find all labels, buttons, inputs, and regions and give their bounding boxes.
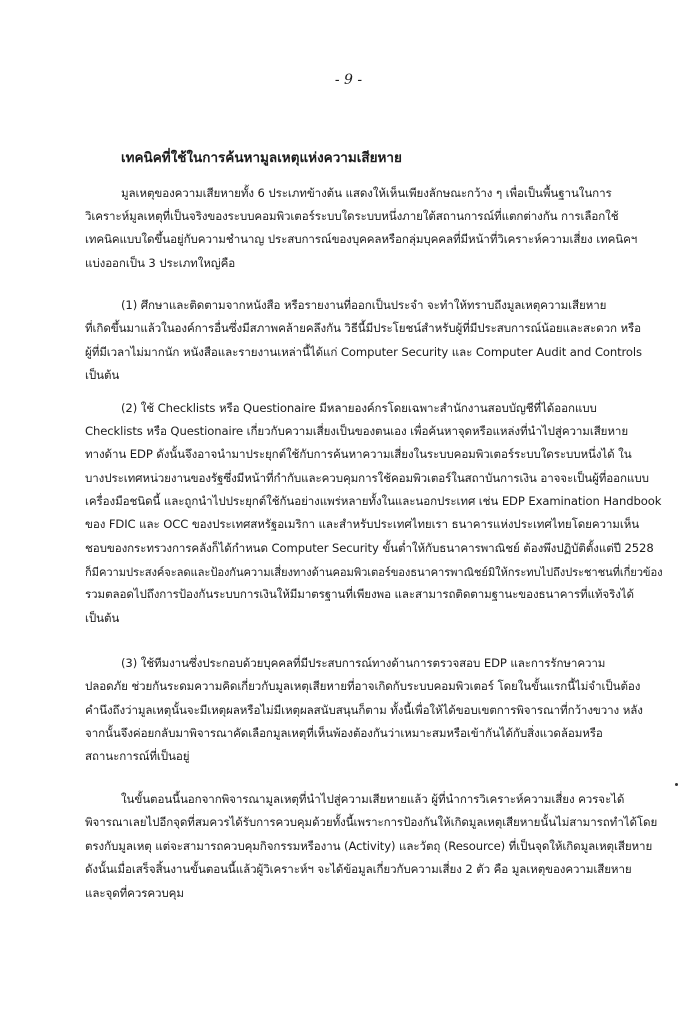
item3-line: สถานะการณ์ที่เป็นอยู่ [85, 749, 190, 763]
intro-line: แบ่งออกเป็น 3 ประเภทใหญ่คือ [85, 256, 236, 270]
item2-line: บางประเทศหน่วยงานของรัฐซึ่งมีหน้าที่กำกับและควบคุมการใช้คอมพิวเตอร์ในสถาบันการเงิน อาจจะเป็นผู้ที่ออกแบบ [85, 471, 649, 485]
intro-line: มูลเหตุของความเสียหายทั้ง 6 ประเภทข้างต้น แสดงให้เห็นเพียงลักษณะกว้าง ๆ เพื่อเป็นพื้นฐานในการ [121, 186, 612, 200]
scan-dot-mark [675, 783, 678, 786]
closing-line: และจุดที่ควรควบคุม [85, 886, 184, 900]
item3-line: คำนึงถึงว่ามูลเหตุนั้นจะมีเหตุผลหรือไม่มีเหตุผลสนับสนุนก็ตาม ทั้งนี้เพื่อให้ได้ขอบเขตการพิจารณาที่กว้างขวาง หลัง [85, 703, 643, 717]
item1-line: ผู้ที่มีเวลาไม่มากนัก หนังสือและรายงานเหล่านี้ได้แก่ Computer Security และ Computer Audit and Controls [85, 345, 642, 359]
item2-line: ชอบของกระทรวงการคลังก็ได้กำหนด Computer Security ขั้นต่ำให้กับธนาคารพาณิชย์ ต้องพึงปฏิบัติตั้งแต่ปี 2528 [85, 541, 654, 555]
item2-line: เครื่องมือชนิดนี้ และถูกนำไปประยุกต์ใช้กันอย่างแพร่หลายทั้งในและนอกประเทศ เช่น EDP Examination Handbook [85, 494, 662, 508]
item2-line: ก็มีความประสงค์จะลดและป้องกันความเสี่ยงทางด้านคอมพิวเตอร์ของธนาคารพาณิชย์มิให้กระทบไปถึงประชาชนที่เกี่ยวข้อง [85, 566, 663, 579]
item3-line: จากนั้นจึงค่อยกลับมาพิจารณาคัดเลือกมูลเหตุที่เห็นพ้องต้องกันว่าเหมาะสมหรือเข้ากันได้กับสิ่งแวดล้อมหรือ [85, 726, 603, 740]
item1-line: ที่เกิดขึ้นมาแล้วในองค์การอื่นซึ่งมีสภาพคล้ายคลึงกัน วิธีนี้มีประโยชน์สำหรับผู้ที่มีประสบการณ์น้อยและสะดวก หรือ [85, 321, 642, 335]
intro-line: เทคนิคแบบใดขึ้นอยู่กับความชำนาญ ประสบการณ์ของบุคคลหรือกลุ่มบุคคลที่มีหน้าที่วิเคราะห์ความเสี่ยง เทคนิคฯ [85, 232, 638, 246]
item3-line: ปลอดภัย ช่วยกันระดมความคิดเกี่ยวกับมูลเหตุเสียหายที่อาจเกิดกับระบบคอมพิวเตอร์ โดยในขั้นแรกนี้ไม่จำเป็นต้อง [85, 679, 641, 693]
item2-line: รวมตลอดไปถึงการป้องกันระบบการเงินให้มีมาตรฐานที่เพียงพอ และสามารถติดตามฐานะของธนาคารที่แท้จริงได้ [85, 587, 634, 601]
item3-line: (3) ใช้ทีมงานซึ่งประกอบด้วยบุคคลที่มีประสบการณ์ทางด้านการตรวจสอบ EDP และการรักษาความ [121, 656, 606, 670]
closing-line: พิจารณาเลยไปอีกจุดที่สมควรได้รับการควบคุมด้วยทั้งนี้เพราะการป้องกันให้เกิดมูลเหตุเสียหายนั้นไม่สามารถทำได้โดย [85, 815, 658, 829]
item1-line: (1) ศึกษาและติดตามจากหนังสือ หรือรายงานที่ออกเป็นประจำ จะทำให้ทราบถึงมูลเหตุความเสียหาย [121, 298, 607, 312]
closing-line: ดังนั้นเมื่อเสร็จสิ้นงานขั้นตอนนี้แล้วผู้วิเคราะห์ฯ จะได้ข้อมูลเกี่ยวกับความเสี่ยง 2 ตัว คือ มูลเหตุของความเสียหาย [85, 862, 632, 876]
closing-line: ตรงกับมูลเหตุ แต่จะสามารถควบคุมกิจกรรมหรืองาน (Activity) และวัตถุ (Resource) ที่เป็นจุดให้เกิดมูลเหตุเสียหาย [85, 839, 653, 853]
closing-line: ในขั้นตอนนี้นอกจากพิจารณามูลเหตุที่นำไปสู่ความเสียหายแล้ว ผู้ที่นำการวิเคราะห์ความเสี่ยง ควรจะได้ [121, 792, 625, 806]
item2-line: ของ FDIC และ OCC ของประเทศสหรัฐอเมริกา และสำหรับประเทศไทยเรา ธนาคารแห่งประเทศไทยโดยความเห็น [85, 517, 640, 531]
page-number: - 9 - [334, 72, 363, 88]
item1-line: เป็นต้น [85, 368, 120, 382]
item2-line: เป็นต้น [85, 611, 120, 625]
intro-line: วิเคราะห์มูลเหตุที่เป็นจริงของระบบคอมพิวเตอร์ระบบใดระบบหนึ่งภายใต้สถานการณ์ที่แตกต่างกัน การเลือกใช้ [85, 209, 619, 223]
section-heading: เทคนิคที่ใช้ในการค้นหามูลเหตุแห่งความเสียหาย [121, 150, 402, 166]
item2-line: ทางด้าน EDP ดังนั้นจึงอาจนำมาประยุกต์ใช้กับการค้นหาความเสี่ยงในระบบคอมพิวเตอร์ระบบใดระบบหนึ่งได้ ใน [85, 447, 632, 461]
item2-line: Checklists หรือ Questionaire เกี่ยวกับความเสี่ยงเป็นของตนเอง เพื่อค้นหาจุดหรือแหล่งที่นำไปสู่ความเสียหาย [85, 424, 629, 438]
item2-line: (2) ใช้ Checklists หรือ Questionaire มีหลายองค์กรโดยเฉพาะสำนักงานสอบบัญชีที่ได้ออกแบบ [121, 401, 597, 415]
